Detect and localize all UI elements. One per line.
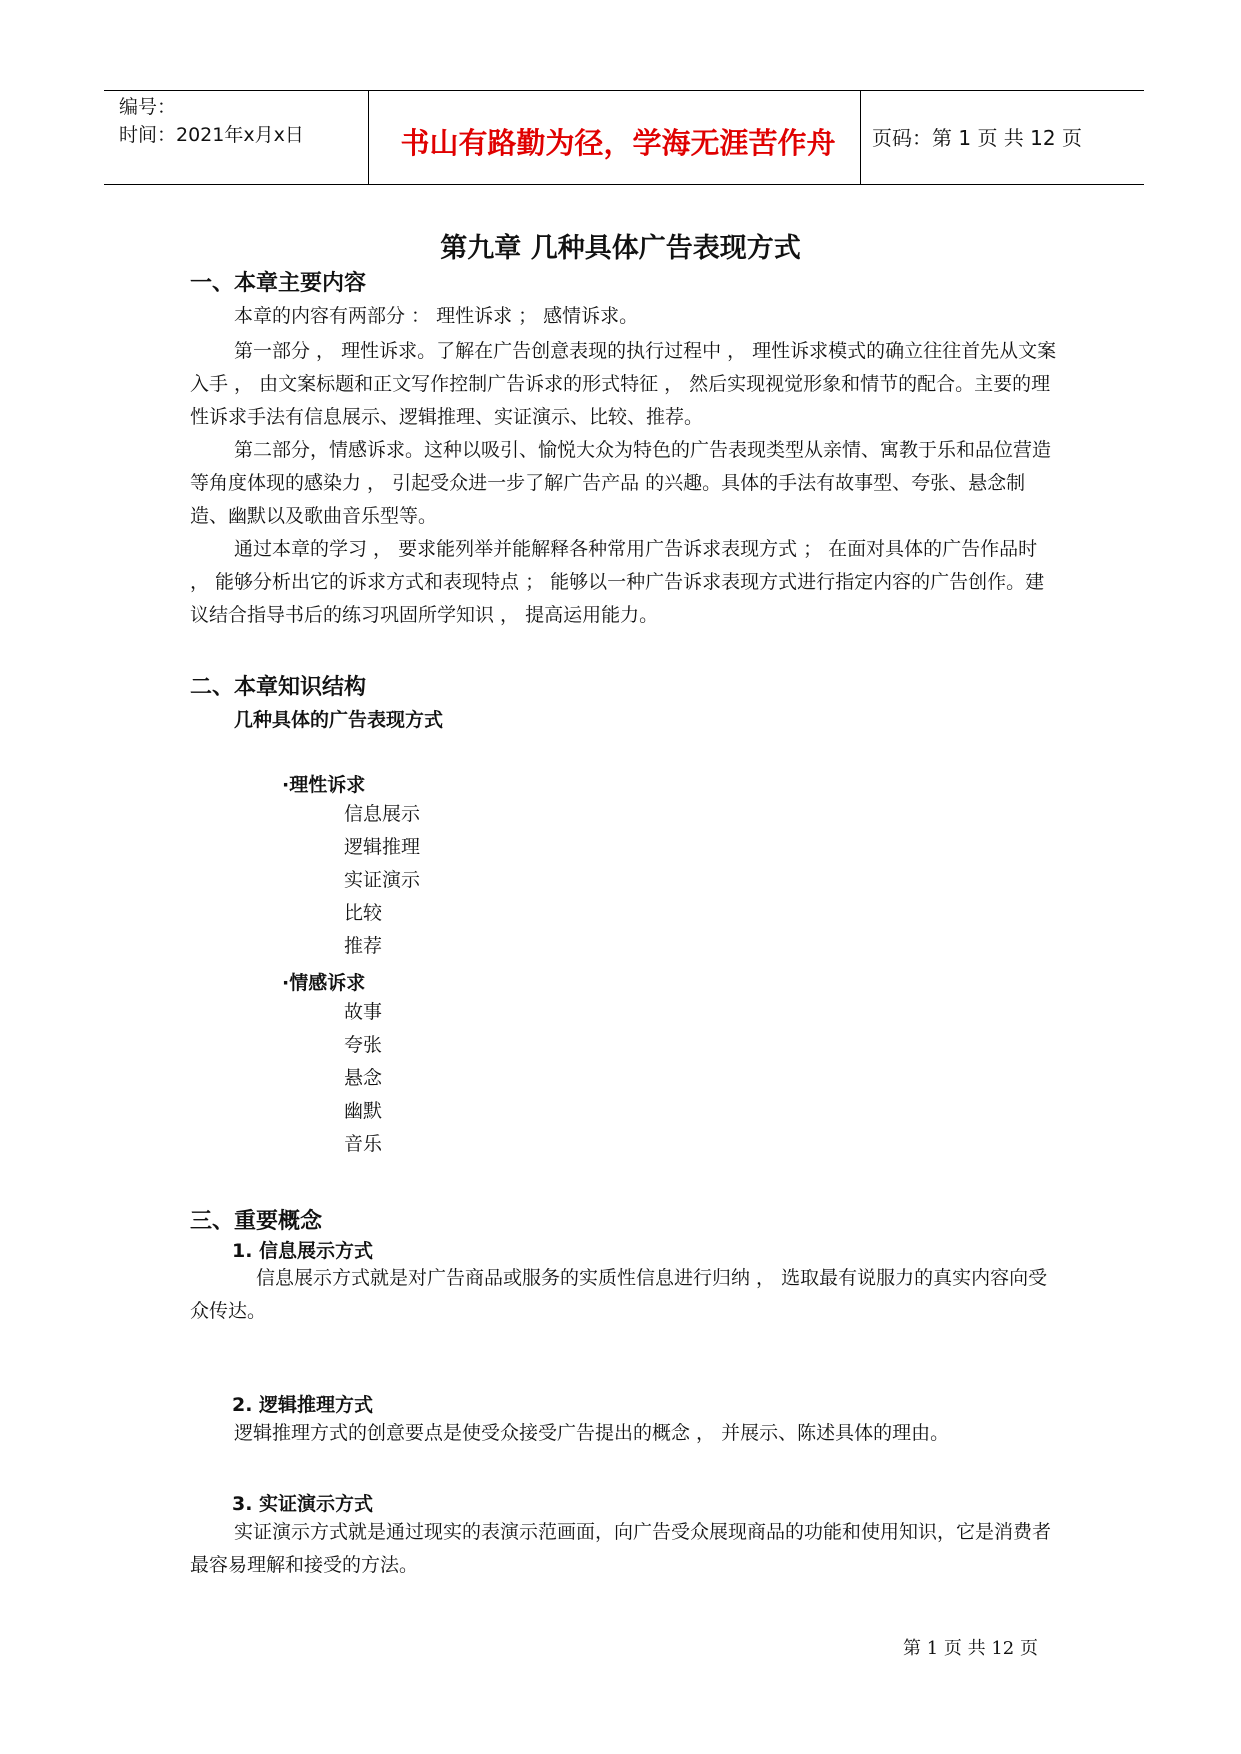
list-item: 逻辑推理 [344, 836, 421, 858]
list-item: 音乐 [344, 1133, 383, 1155]
page-footer: 第 1 页 共 12 页 [903, 1638, 1038, 1659]
header-divider [860, 91, 861, 184]
list-item: 推荐 [344, 935, 383, 957]
header-page-label: 页码：第 1 页 共 12 页 [872, 126, 1082, 150]
group-label-rational: ·理性诉求 [282, 774, 366, 796]
header-motto: 书山有路勤为径，学海无涯苦作舟 [400, 126, 836, 160]
section1-paragraph: 通过本章的学习 ， 要求能列举并能解释各种常用广告诉求表现方式 ； 在面对具体的广告作品时 ， 能够分析出它的诉求方式和表现特点 ； 能够以一种广告诉求表现方式进行指定内容的广告创作。建议结合指导书后的练习巩固所学知识 ， 提高运用能力。 [190, 538, 1045, 626]
number-label: 编号： [119, 96, 177, 118]
concept-text: 信息展示方式就是对广告商品或服务的实质性信息进行归纳 ， 选取最有说服力的真实内容向受众传达。 [190, 1267, 1048, 1322]
header-meta [119, 93, 304, 149]
list-item: 实证演示 [344, 869, 421, 891]
section1-heading: 一、本章主要内容 [190, 271, 367, 296]
header-divider [368, 91, 369, 184]
concept-title: 2. 逻辑推理方式 [232, 1394, 374, 1416]
chapter-title: 第九章 几种具体广告表现方式 [440, 233, 801, 264]
list-item: 幽默 [344, 1100, 383, 1122]
concept-text: 实证演示方式就是通过现实的表演示范画面，向广告受众展现商品的功能和使用知识，它是消费者最容易理解和接受的方法。 [190, 1521, 1052, 1576]
date-label: 时间：2021年x月x日 [119, 124, 304, 146]
group-label-emotional: ·情感诉求 [282, 972, 366, 994]
section3-heading: 三、重要概念 [190, 1209, 323, 1234]
list-item: 故事 [344, 1001, 383, 1023]
concept-title: 3. 实证演示方式 [232, 1493, 374, 1515]
section2-heading: 二、本章知识结构 [190, 675, 367, 700]
list-item: 夸张 [344, 1034, 383, 1056]
list-item: 信息展示 [344, 803, 421, 825]
section1-paragraph: 第一部分 ， 理性诉求。了解在广告创意表现的执行过程中 ， 理性诉求模式的确立往往首先从文案入手 ， 由文案标题和正文写作控制广告诉求的形式特征 ， 然后实现视觉形象和情节的配合。主要的理性诉求手法有信息展示、逻辑推理、实证演示、比较、推荐。 [190, 340, 1057, 428]
section1-paragraph: 第二部分，情感诉求。这种以吸引、愉悦大众为特色的广告表现类型从亲情、寓教于乐和品位营造等角度体现的感染力 ， 引起受众进一步了解广告产品 的兴趣。具体的手法有故事型、夸张、悬念制造、幽默以及歌曲音乐型等。 [190, 439, 1052, 527]
concept-title: 1. 信息展示方式 [232, 1240, 374, 1262]
concept-text: 逻辑推理方式的创意要点是使受众接受广告提出的概念 ， 并展示、陈述具体的理由。 [234, 1422, 950, 1444]
list-item: 比较 [344, 902, 383, 924]
list-item: 悬念 [344, 1067, 383, 1089]
section1-paragraph: 本章的内容有两部分 ： 理性诉求 ； 感情诉求。 [234, 305, 639, 327]
structure-subheading: 几种具体的广告表现方式 [234, 709, 444, 731]
page-header [104, 90, 1144, 185]
